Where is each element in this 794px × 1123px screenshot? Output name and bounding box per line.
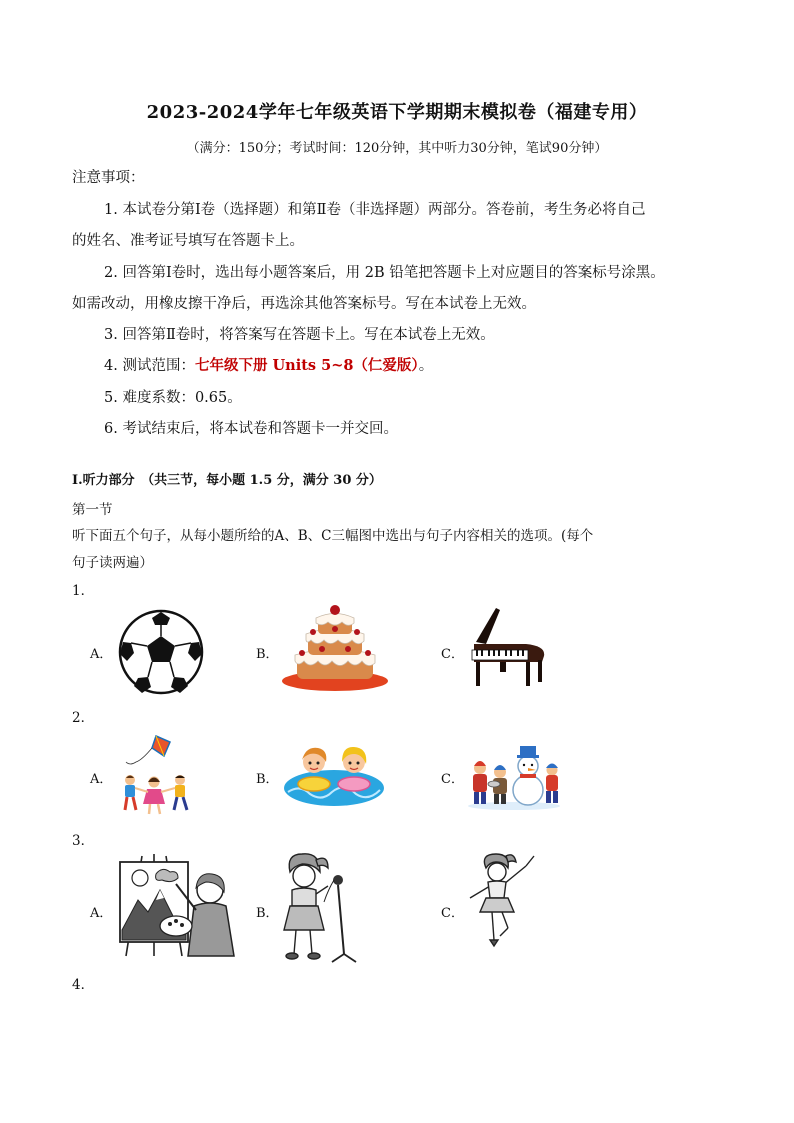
girl-dancing-image (464, 852, 546, 952)
soccer-ball-image (118, 609, 204, 695)
section-heading: I.听力部分 （共三节，每小题 1.5 分，满分 30 分） (72, 473, 382, 488)
exam-info: （满分：150分；考试时间：120分钟，其中听力30分钟，笔试90分钟） (186, 141, 608, 156)
kids-snowman-image (466, 740, 562, 810)
question-number: 2． (72, 710, 95, 726)
option-letter: A． (90, 906, 113, 921)
notice-item-3: 3. 回答第Ⅱ卷时，将答案写在答题卡上。写在本试卷上无效。 (104, 327, 495, 343)
girl-singing-image (280, 850, 362, 966)
instruction-line-2: 句子读两遍） (72, 555, 153, 571)
test-scope: 七年级下册 Units 5~8（仁爱版） (194, 357, 419, 374)
option-letter: B． (256, 647, 279, 662)
kids-flying-kite-image (116, 732, 196, 816)
part-heading: 第一节 (72, 502, 113, 518)
kid-painting-image (112, 850, 240, 962)
instruction-line-1: 听下面五个句子，从每小题所给的A、B、C三幅图中选出与句子内容相关的选项。(每个 (72, 528, 594, 544)
page-title: 2023-2024学年七年级英语下学期期末模拟卷（福建专用） (146, 102, 648, 123)
option-letter: C． (441, 906, 464, 921)
notice-item-1a: 1. 本试卷分第Ⅰ卷（选择题）和第Ⅱ卷（非选择题）两部分。答卷前，考生务必将自己 (104, 202, 646, 218)
option-letter: C． (441, 772, 464, 787)
notice-item-2a: 2. 回答第Ⅰ卷时，选出每小题答案后，用 2B 铅笔把答题卡上对应题目的答案标号涂黑。 (104, 265, 665, 281)
birthday-cake-image (280, 603, 390, 693)
notice-item-1b: 的姓名、准考证号填写在答题卡上。 (72, 233, 304, 249)
notice-item-5: 5. 难度系数：0.65。 (104, 390, 242, 406)
question-number: 3． (72, 833, 95, 849)
option-letter: C． (441, 647, 464, 662)
option-letter: B． (256, 906, 279, 921)
notice-item-6: 6. 考试结束后，将本试卷和答题卡一并交回。 (104, 421, 398, 437)
option-letter: B． (256, 772, 279, 787)
option-letter: A． (90, 772, 113, 787)
notice-heading: 注意事项： (72, 170, 145, 186)
notice-item-4 (104, 354, 433, 375)
option-letter: A． (90, 647, 113, 662)
notice-item-2b: 如需改动，用橡皮擦干净后，再选涂其他答案标号。写在本试卷上无效。 (72, 296, 536, 312)
question-number: 4． (72, 977, 95, 993)
notice-item-4-prefix: 4. 测试范围： (104, 358, 195, 374)
grand-piano-image (466, 604, 550, 690)
question-number: 1． (72, 583, 95, 599)
kids-swimming-image (282, 736, 386, 810)
notice-item-4-suffix: 。 (418, 358, 434, 374)
